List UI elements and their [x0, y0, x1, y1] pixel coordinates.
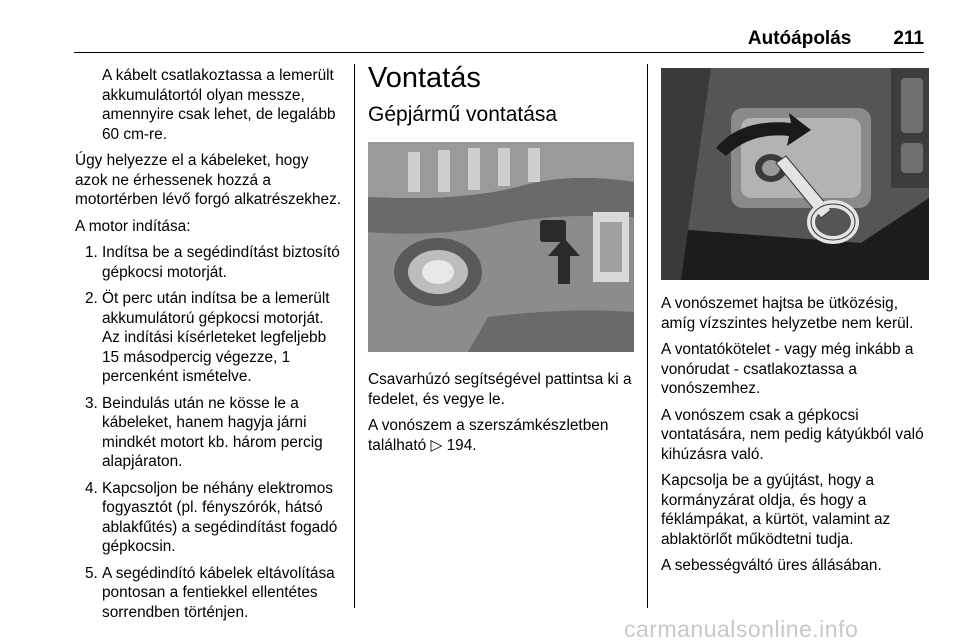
step-text: Kapcsoljon be néhány elektromos fogyasztót (pl. fényszórók, hátsó ablakfűtés) a segédindítást fogadó gépkocsin.	[102, 479, 338, 555]
list-item	[75, 289, 343, 387]
list-item	[75, 479, 343, 557]
page-reference[interactable]: 194.	[446, 436, 477, 454]
tow-eye-cover-illustration	[368, 142, 634, 352]
step-text: Beindulás után ne kösse le a kábeleket, hanem hagyja járni mindkét motort kb. három percig alapjáraton.	[102, 394, 323, 470]
column-divider	[354, 64, 355, 608]
paragraph: A motor indítása:	[75, 217, 191, 235]
step-number: 3.	[85, 394, 98, 412]
page-reference-icon: ▷	[430, 436, 443, 454]
step-number: 2.	[85, 290, 98, 307]
header-rule	[74, 52, 924, 53]
section-subtitle: Gépjármű vontatása	[368, 103, 558, 126]
paragraph: A vontatókötelet - vagy még inkább a vonórudat - csatlakoztassa a vonószemhez.	[661, 341, 914, 397]
step-text: Öt perc után indítsa be a lemerült akkumulátorú gépkocsi motorját. Az indítási kísérleteket legfeljebb 15 másodpercig végezze, 1 percenként ismételve.	[102, 290, 330, 385]
paragraph: Csavarhúzó segítségével pattintsa ki a fedelet, és vegye le.	[368, 371, 632, 408]
step-text: A segédindító kábelek eltávolítása pontosan a fentiekkel ellentétes sorrendben történjen.	[102, 564, 335, 621]
page-number: 211	[893, 28, 924, 49]
list-item	[75, 394, 343, 472]
column-1	[75, 66, 343, 629]
paragraph: Kapcsolja be a gyújtást, hogy a kormányzárat oldja, és hogy a féklámpákat, a kürtöt, valamint az ablaktörlőt működtetni tudja.	[661, 472, 891, 548]
column-3	[661, 66, 929, 583]
paragraph-text: A vonószem a szerszámkészletben található	[368, 417, 609, 454]
column-2	[368, 62, 634, 462]
step-number: 4.	[85, 479, 98, 497]
step-text: Indítsa be a segédindítást biztosító gépkocsi motorját.	[102, 244, 340, 281]
list-item	[75, 564, 343, 623]
paragraph: A vonószemet hajtsa be ütközésig, amíg vízszintes helyzetbe nem kerül.	[661, 295, 914, 332]
watermark: carmanualsonline.info	[624, 616, 859, 642]
header-title: Autóápolás	[747, 28, 852, 49]
paragraph	[368, 416, 634, 455]
tow-eye-installation-illustration	[661, 68, 929, 280]
step-number: 5.	[85, 564, 98, 582]
steps-list	[75, 243, 343, 622]
section-title: Vontatás	[368, 62, 481, 94]
intro-paragraph: A kábelt csatlakoztassa a lemerült akkumulátortól olyan messze, amennyire csak lehet, de legalább 60 cm-re.	[102, 67, 336, 143]
page-header	[748, 28, 924, 50]
paragraph: A vonószem csak a gépkocsi vontatására, nem pedig kátyúkból való kihúzásra való.	[661, 406, 924, 463]
column-divider	[647, 64, 648, 608]
step-number: 1.	[85, 244, 98, 261]
paragraph: Úgy helyezze el a kábeleket, hogy azok ne érhessenek hozzá a motortérben lévő forgó alkatrészekhez.	[75, 152, 342, 208]
paragraph: A sebességváltó üres állásában.	[661, 557, 882, 574]
list-item	[75, 243, 343, 282]
